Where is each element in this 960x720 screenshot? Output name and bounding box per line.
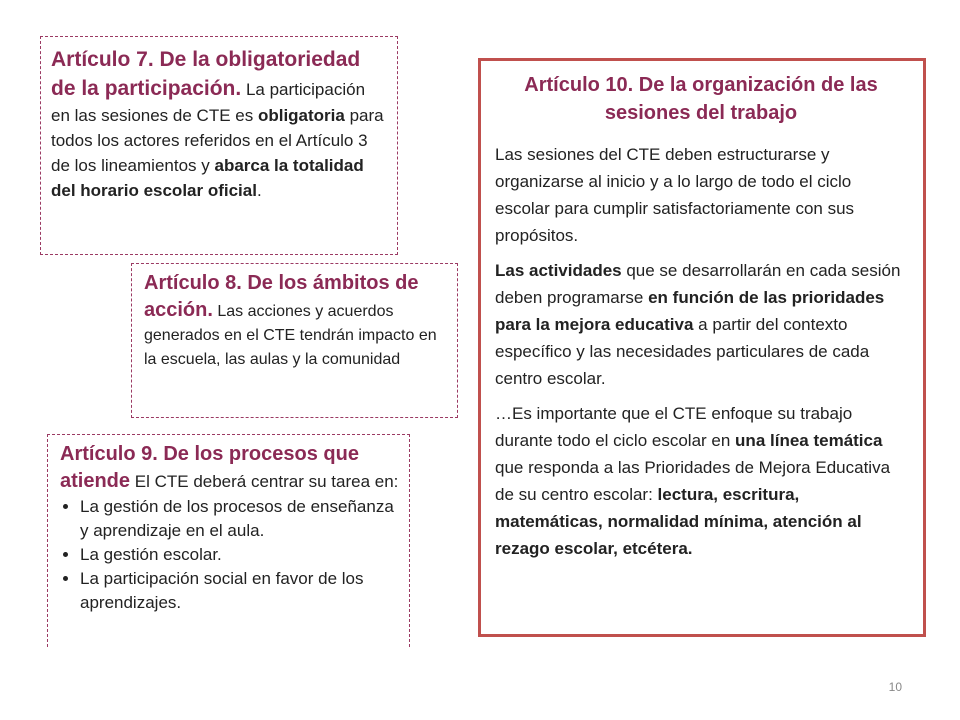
article-7-title: Artículo 7. De la obligatoriedad de la participación. [51, 48, 361, 100]
article-10-box [478, 58, 926, 637]
article-9-list [60, 495, 399, 615]
article-7-box [40, 36, 398, 255]
article-10-paragraph-3: …Es importante que el CTE enfoque su trabajo durante todo el ciclo escolar en una línea temática que responda a las Prioridades de Mejora Educativa de su centro escolar: lectura, escritura, matemáticas, normalidad mínima, atención al rezago escolar, etcétera. [495, 404, 891, 558]
list-item: • La gestión escolar. [80, 543, 399, 567]
article-10-paragraph-1: Las sesiones del CTE deben estructurarse y organizarse al inicio y a lo largo de todo el ciclo escolar para cumplir satisfactoriamente con sus propósitos. [495, 145, 855, 245]
article-10-paragraph-2: Las actividades que se desarrollarán en cada sesión deben programarse en función de las prioridades para la mejora educativa a partir del contexto específico y las necesidades particulares de cada centro escolar. [495, 261, 901, 388]
article-8-box [131, 263, 458, 418]
article-8-text: Artículo 8. De los ámbitos de acción. Las acciones y acuerdos generados en el CTE tendrán impacto en la escuela, las aulas y la comunidad [144, 272, 437, 368]
page-number: 10 [888, 680, 902, 694]
list-item: • La participación social en favor de los aprendizajes. [80, 567, 399, 615]
article-9-box [47, 434, 410, 647]
article-9-title: Artículo 9. De los procesos que atiende [60, 443, 359, 492]
article-10-title: Artículo 10. De la organización de las sesiones del trabajo [524, 74, 878, 124]
article-9-text: Artículo 9. De los procesos que atiende El CTE deberá centrar su tarea en: [60, 443, 399, 492]
list-item: • La gestión de los procesos de enseñanza y aprendizaje en el aula. [80, 495, 399, 543]
article-8-title: Artículo 8. De los ámbitos de acción. [144, 272, 419, 321]
article-7-text: Artículo 7. De la obligatoriedad de la participación. La participación en las sesiones de CTE es obligatoria para todos los actores referidos en el Artículo 3 de los lineamientos y abarca la totalidad del horario escolar oficial. [51, 48, 384, 200]
